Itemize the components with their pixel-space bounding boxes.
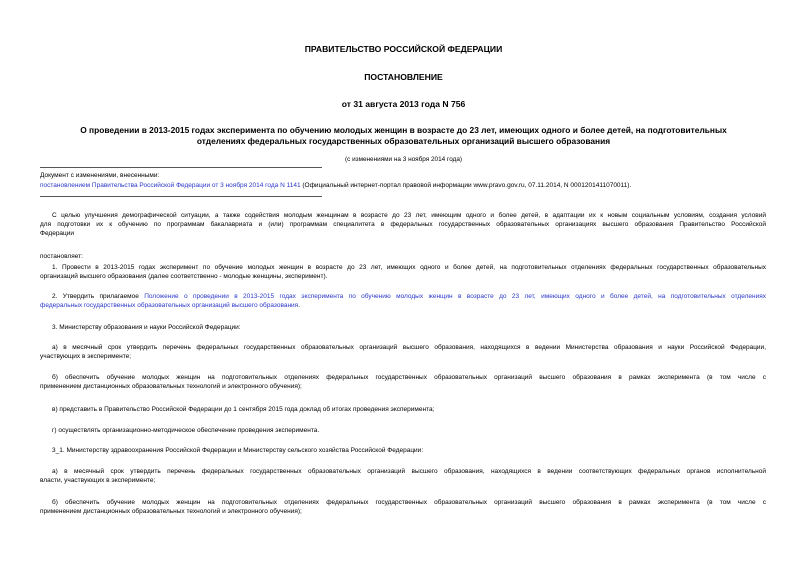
paragraph-2 xyxy=(40,292,766,310)
paragraph-line: применением дистанционных образовательных технологий и электронного обучения); xyxy=(40,508,302,515)
paragraph-2-suffix: . xyxy=(298,302,301,309)
paragraph-line xyxy=(40,301,766,310)
paragraph-1 xyxy=(40,263,766,281)
paragraph-3a xyxy=(40,343,766,361)
decrees-word: постановляет: xyxy=(40,253,83,260)
document-type: ПОСТАНОВЛЕНИЕ xyxy=(364,72,443,82)
paragraph-line xyxy=(40,292,766,301)
paragraph-line: организаций высшего образования (далее соответственно - молодые женщины, эксперимент). xyxy=(40,273,328,280)
paragraph-3-1a xyxy=(40,467,766,485)
paragraph-line: применением дистанционных образовательных технологий и электронного обучения); xyxy=(40,383,302,390)
amendment-source: (Официальный интернет-портал правовой информации www.pravo.gov.ru, 07.11.2014, N 0001201411070011). xyxy=(300,182,632,189)
regulation-link[interactable]: Положение о проведении в 2013-2015 годах эксперимента по обучению молодых женщин в возрасте до 23 лет, имеющих одного и более детей, на подготовительных отделениях xyxy=(144,293,766,300)
amendment-rule-top xyxy=(40,167,322,168)
document-title-line-1: О проведении в 2013-2015 годах эксперимента по обучению молодых женщин в возрасте до 23 лет, имеющих одного и более детей, на подготовительных xyxy=(80,125,727,135)
paragraph-line: а) в месячный срок утвердить перечень федеральных государственных образовательных организаций высшего образования, находящихся в ведении Министерства образования и науки Российской Федерации, xyxy=(52,344,766,351)
paragraph-line: б) обеспечить обучение молодых женщин на подготовительных отделениях федеральных государственных образовательных организаций высшего образования в рамках эксперимента (в том числе с xyxy=(52,499,766,506)
intro-line: Федерации xyxy=(40,230,75,237)
paragraph-3c: в) представить в Правительство Российской Федерации до 1 сентября 2015 года доклад об итогах проведения эксперимента; xyxy=(52,406,435,413)
regulation-link-continued[interactable]: федеральных государственных образовательных организаций высшего образования xyxy=(40,302,299,309)
document-title-line-2: отделениях федеральных государственных образовательных организаций высшего образования xyxy=(196,136,611,146)
paragraph-3d: г) осуществлять организационно-методическое обеспечение проведения эксперимента. xyxy=(52,427,320,434)
amendment-label: Документ с изменениями, внесенными: xyxy=(40,172,160,179)
intro-line: С целью улучшения демографической ситуации, а также содействия молодым женщинам в возрасте до 23 лет, имеющим одного и более детей, в адаптации их к новым социальным условиям, создания условий xyxy=(52,212,766,219)
amendment-reference xyxy=(40,181,766,190)
intro-paragraph xyxy=(40,211,766,238)
document-date-number: от 31 августа 2013 года N 756 xyxy=(341,99,466,109)
paragraph-3-1: 3_1. Министерству здравоохранения Российской Федерации и Министерству сельского хозяйства Российской Федерации: xyxy=(52,447,424,454)
paragraph-3-1b xyxy=(40,498,766,516)
paragraph-line: 1. Провести в 2013-2015 годах эксперимент по обучение молодых женщин в возрасте до 23 лет, имеющих одного и более детей, на подготовительных отделениях федеральных государственных образовательных xyxy=(52,264,766,271)
paragraph-line: власти, участвующих в эксперименте; xyxy=(40,477,156,484)
paragraph-3: 3. Министерству образования и науки Российской Федерации: xyxy=(52,324,241,331)
intro-line: для подготовки их к обучению по программам бакалавриата и (или) программам специалитета в федеральных государственных образовательных организациях высшего образования Правительство Российской xyxy=(40,221,766,228)
paragraph-line: а) в месячный срок утвердить перечень федеральных государственных образовательных организаций высшего образования, находящихся в ведении соответствующих федеральных органов исполнительной xyxy=(52,468,766,475)
paragraph-2-prefix: 2. Утвердить прилагаемое xyxy=(52,293,145,300)
changes-note: (с изменениями на 3 ноября 2014 года) xyxy=(344,156,463,163)
issuing-authority: ПРАВИТЕЛЬСТВО РОССИЙСКОЙ ФЕДЕРАЦИИ xyxy=(304,44,503,54)
paragraph-line: б) обеспечить обучение молодых женщин на подготовительных отделениях федеральных государственных образовательных организаций высшего образования в рамках эксперимента (в том числе с xyxy=(52,374,766,381)
paragraph-line: участвующих в эксперименте; xyxy=(40,353,132,360)
paragraph-3b xyxy=(40,373,766,391)
amendment-decree-link[interactable]: постановлением Правительства Российской Федерации от 3 ноября 2014 года N 1141 xyxy=(40,182,301,189)
amendment-rule-bottom xyxy=(40,196,322,197)
